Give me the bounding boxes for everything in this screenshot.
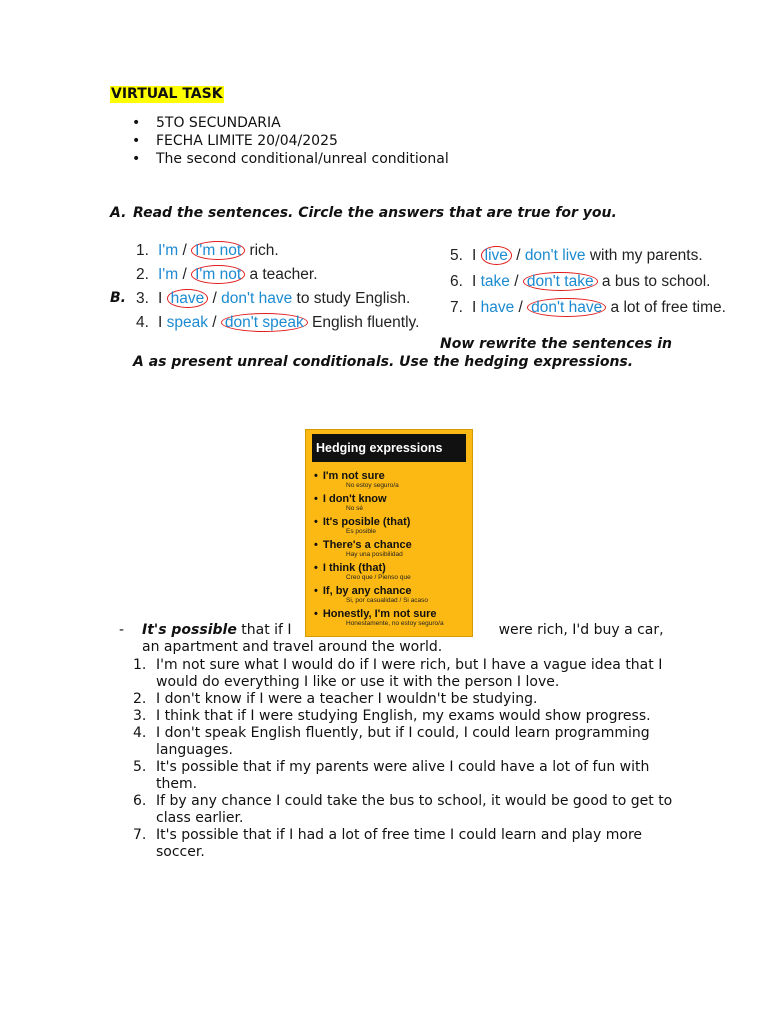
answer-text: It's possible that if my parents were alive I could have a lot of fun with them.: [156, 759, 650, 792]
sentence-end: a lot of free time.: [606, 299, 726, 316]
hedging-item: [314, 516, 472, 535]
answer-item: [133, 827, 673, 861]
sentence-start: I: [472, 299, 481, 316]
sentence-number: 1.: [136, 242, 149, 259]
sentence-start: I: [158, 314, 167, 331]
answer-number: 4.: [133, 725, 147, 741]
hedging-list: [306, 470, 472, 627]
sentence-start: I: [472, 247, 481, 264]
section-a-heading: [110, 205, 617, 221]
answer-number: 5.: [133, 759, 147, 775]
section-b-label: B.: [110, 290, 126, 306]
hedging-item: [314, 562, 472, 581]
answer-number: 1.: [133, 657, 147, 673]
sentence-number: 6.: [450, 273, 463, 290]
hedging-item: [314, 470, 472, 489]
sentence-number: 2.: [136, 266, 149, 283]
hedging-translation: No estoy seguro/a: [346, 482, 399, 489]
exercise-sentence: [136, 289, 419, 309]
example-bold: It's possible: [142, 622, 237, 638]
exercise-sentence: [450, 246, 726, 266]
option-affirmative: speak: [166, 314, 208, 331]
option-affirmative: live: [481, 246, 512, 265]
answer-text: I don't know if I were a teacher I wouldn't be studying.: [156, 691, 538, 707]
sentence-number: 5.: [450, 247, 463, 264]
exercise-sentence: [136, 241, 419, 261]
example-post: were rich, I'd buy a car,: [498, 622, 664, 638]
answer-item: [133, 725, 673, 759]
bullet-grade: • 5TO SECUNDARIA: [132, 114, 449, 132]
answers-list: [133, 657, 673, 861]
option-affirmative: I'm: [158, 266, 179, 283]
option-separator: /: [208, 290, 222, 307]
example-line2: an apartment and travel around the world.: [142, 639, 443, 655]
exercise-sentence: [450, 298, 726, 318]
answer-item: [133, 657, 673, 691]
option-affirmative: take: [480, 273, 510, 290]
sentence-end: English fluently.: [307, 314, 420, 331]
section-a-text: Read the sentences. Circle the answers that are true for you.: [133, 205, 617, 221]
hedging-expression: • There's a chance: [314, 539, 472, 551]
exercise-sentence: [136, 265, 419, 285]
option-affirmative: have: [167, 289, 209, 308]
hedging-item: [314, 493, 472, 512]
rewrite-instruction-line2: A as present unreal conditionals. Use the hedging expressions.: [133, 354, 634, 370]
sentence-number: 3.: [136, 290, 149, 307]
option-separator: /: [208, 314, 221, 331]
option-negative: don't speak: [221, 313, 308, 332]
answer-number: 3.: [133, 708, 147, 724]
hedging-translation: Honestamente, no estoy seguro/a: [346, 620, 444, 627]
hedging-expression: • If, by any chance: [314, 585, 472, 597]
example-dash: -: [119, 622, 125, 638]
option-negative: I'm not: [191, 241, 245, 260]
option-affirmative: I'm: [158, 242, 179, 259]
hedging-item: [314, 585, 472, 604]
hedging-translation: Es posible: [346, 528, 376, 535]
hedging-expression: • I'm not sure: [314, 470, 472, 482]
hedging-expression: • It's posible (that): [314, 516, 472, 528]
answer-item: [133, 708, 673, 725]
option-negative: don't take: [523, 272, 598, 291]
hedging-expression: • I think (that): [314, 562, 472, 574]
sentence-end: a teacher.: [245, 266, 318, 283]
answer-text: If by any chance I could take the bus to school, it would be good to get to class earlier.: [156, 793, 673, 826]
answer-number: 7.: [133, 827, 147, 843]
option-separator: /: [178, 242, 192, 259]
option-separator: /: [178, 266, 192, 283]
hedging-translation: Creo que / Pienso que: [346, 574, 411, 581]
hedging-expression: • Honestly, I'm not sure: [314, 608, 472, 620]
hedging-translation: No sé: [346, 505, 363, 512]
option-separator: /: [509, 273, 523, 290]
option-separator: /: [514, 299, 528, 316]
option-negative: don't have: [527, 298, 606, 317]
sentence-start: I: [158, 290, 167, 307]
answer-item: [133, 759, 673, 793]
sentence-end: a bus to school.: [597, 273, 711, 290]
sentence-start: I: [472, 273, 481, 290]
section-a-label: A.: [110, 205, 127, 221]
exercise-sentence: [450, 272, 726, 292]
answer-text: I think that if I were studying English, my exams would show progress.: [156, 708, 651, 724]
hedging-translation: Hay una posibilidad: [346, 551, 403, 558]
hedging-translation: Si, por casualidad / Si acaso: [346, 597, 429, 604]
hedging-item: [314, 539, 472, 558]
sentence-end: with my parents.: [585, 247, 703, 264]
sentence-number: 4.: [136, 314, 149, 331]
rewrite-instruction-line1: Now rewrite the sentences in: [440, 336, 672, 352]
answer-text: It's possible that if I had a lot of free time I could learn and play more soccer.: [156, 827, 643, 860]
exercise-right-column: [450, 246, 726, 324]
sentence-end: to study English.: [292, 290, 411, 307]
option-negative: don't have: [221, 290, 293, 307]
answer-item: [133, 691, 673, 708]
option-affirmative: have: [480, 299, 515, 316]
bullet-topic: • The second conditional/unreal conditional: [132, 150, 449, 168]
hedging-card-title: Hedging expressions: [312, 434, 466, 462]
exercise-left-column: [136, 241, 419, 337]
hedging-expression: • I don't know: [314, 493, 472, 505]
bullet-deadline: • FECHA LIMITE 20/04/2025: [132, 132, 449, 150]
example-sentence: [119, 622, 679, 656]
sentence-end: rich.: [245, 242, 279, 259]
task-title: VIRTUAL TASK: [111, 86, 223, 102]
answer-text: I don't speak English fluently, but if I could, I could learn programming languages.: [156, 725, 650, 758]
option-negative: don't live: [524, 247, 586, 264]
hedging-expressions-card: [305, 429, 473, 637]
answer-number: 6.: [133, 793, 147, 809]
answer-number: 2.: [133, 691, 147, 707]
example-pre: that if I: [236, 622, 292, 638]
answer-text: I'm not sure what I would do if I were rich, but I have a vague idea that I would do everything I like or use it with the person I love.: [156, 657, 663, 690]
answer-item: [133, 793, 673, 827]
option-negative: I'm not: [191, 265, 245, 284]
exercise-sentence: [136, 313, 419, 333]
option-separator: /: [511, 247, 525, 264]
sentence-number: 7.: [450, 299, 463, 316]
info-bullets: [132, 114, 449, 168]
